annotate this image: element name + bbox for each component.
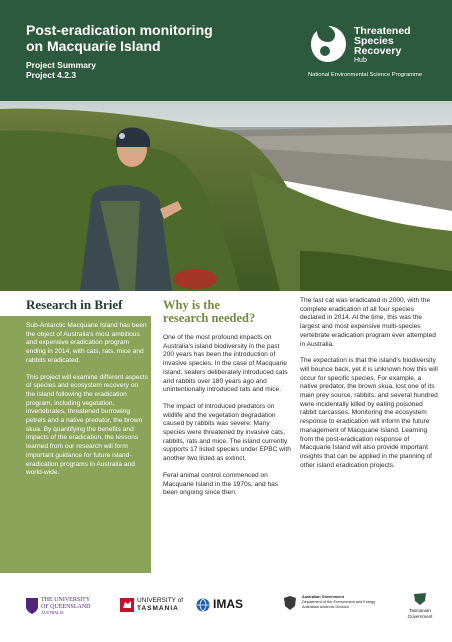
- hero-photo: [0, 101, 452, 291]
- tsr-hub-icon: [308, 24, 348, 64]
- brief-paragraph-2: This project will examine different aspects of species and ecosystem recovery on the island following the eradication program, including vegetation, invertebrates, threatened burrowing petrels and a native predator, the brown skua. By quantifying the benefits and impacts of the eradication, the lessons learned from our research will form important guidance for future island-eradication programs in Australia and world-wide.: [26, 373, 148, 477]
- tasmania-map-icon: [412, 592, 428, 606]
- col3-paragraph-1: The last cat was eradicated in 2000, with the complete eradication of all four species declared in 2014. At the time, this was the largest and most expensive multi-species vertebrate eradication program ever attempted in Australia.: [300, 297, 436, 348]
- nesp-label: National Environmental Science Programme: [308, 72, 423, 78]
- imas-globe-icon: [196, 598, 210, 612]
- tsr-hub-wordmark: Threatened Species Recovery Hub: [354, 25, 411, 64]
- header-band: [0, 0, 452, 101]
- utas-lion-icon: [120, 598, 134, 612]
- tsr-hub-logo: [308, 24, 448, 84]
- third-column: [300, 297, 440, 478]
- page-title: Post-eradication monitoring on Macquarie Island: [26, 22, 213, 54]
- coat-of-arms-icon: [282, 596, 298, 610]
- research-in-brief-panel: [0, 291, 151, 573]
- partner-logos: THE UNIVERSITY OF QUEENSLAND AUSTRALIA UNIVERSITY of TASMANIA IMAS Australian Government Department of the Environment and Energy Australian Antarctic Division Tasmanian Government: [0, 582, 452, 642]
- research-in-brief-body: [26, 322, 148, 486]
- macquarie-island-scene: [0, 101, 452, 291]
- why-paragraph-3: Feral animal control commenced on Macquarie Island in the 1970s, and has been ongoing since then.: [163, 471, 279, 497]
- why-research-heading: Why is the research needed?: [163, 298, 256, 325]
- project-label: Project Summary Project 4.2.3: [26, 60, 96, 80]
- why-paragraph-2: The impact of introduced predators on wildlife and the vegetation degradation caused by rabbits was severe. Many species were threatened by invasive cats, rabbits, rats and mice. The island currently supports 17 listed species under EPBC with another two listed as extinct.: [163, 402, 291, 463]
- col3-paragraph-2: The expectation is that the island's biodiversity will bounce back, yet it is unknown how this will occur for specific species. For example, a native predator, the brown skua, lost one of its main prey source, rabbits, and several hundred were incidentally killed by eating poisoned rabbit carcasses. Monitoring the ecosystem response to eradication will inform the future management of Macquarie Island. Learning from the post-eradication response of Macquarie Island will also provide important insights that can be applied in the planning of other island eradication projects.: [300, 357, 438, 469]
- why-paragraph-1: One of the most profound impacts on Australia's island biodiversity in the past 200 years has been the introduction of invasive species. In the case of Macquarie Island, sealers deliberately introduced cats and rabbits over 180 years ago and unintentionally introduced rats and mice.: [163, 334, 288, 394]
- uq-crest-icon: [26, 598, 38, 614]
- why-research-column: [163, 299, 291, 506]
- brief-paragraph-1: Sub-Antarctic Macquarie Island has been the object of Australia's most ambitious and expensive eradication program ending in 2014, with cats, rats, mice and rabbits eradicated.: [26, 322, 147, 364]
- research-in-brief-heading: Research in Brief: [0, 291, 151, 316]
